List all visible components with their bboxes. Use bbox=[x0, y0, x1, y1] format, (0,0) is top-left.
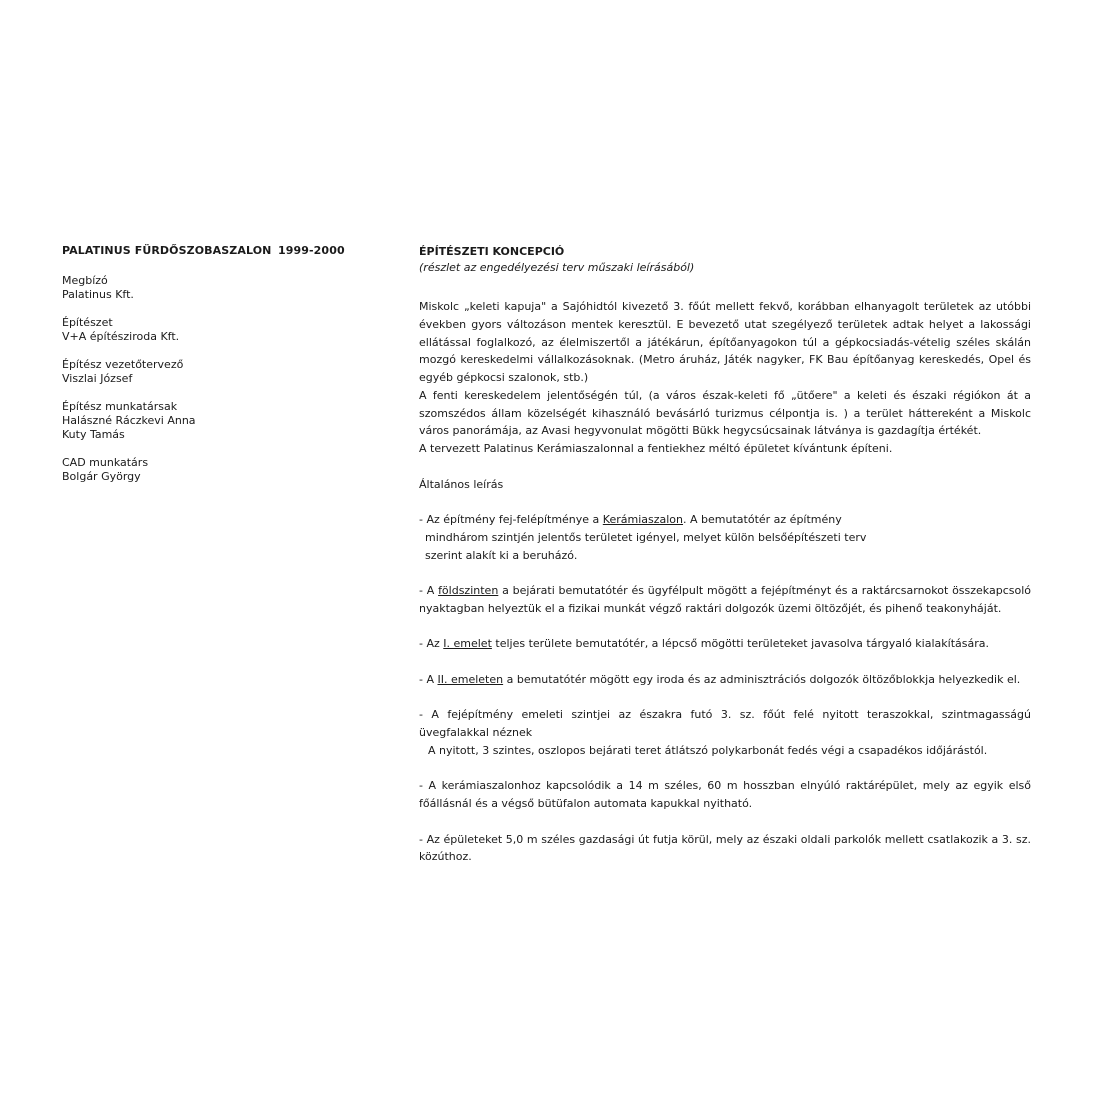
list-item: - A II. emeleten a bemutatótér mögött egy iroda és az adminisztrációs dolgozók öltözőblokkja helyezkedik el. bbox=[419, 672, 1021, 686]
project-info bbox=[62, 244, 392, 498]
credit-group bbox=[62, 358, 392, 386]
credit-group bbox=[62, 400, 392, 442]
link-keramiaszalon[interactable]: Kerámiaszalon bbox=[602, 513, 684, 526]
credit-name: V+A építésziroda Kft. bbox=[62, 330, 180, 343]
credit-group bbox=[62, 316, 392, 344]
concept-title: ÉPÍTÉSZETI KONCEPCIÓ bbox=[419, 245, 565, 258]
credit-name: Palatinus Kft. bbox=[62, 288, 134, 301]
credit-role: Megbízó bbox=[62, 274, 108, 287]
credit-name: Viszlai József bbox=[62, 372, 133, 385]
project-years: 1999-2000 bbox=[278, 244, 345, 257]
list-item-line: mindhárom szintjén jelentős területet igényel, melyet külön belsőépítészeti terv bbox=[425, 530, 867, 544]
list-item: - A földszinten a bejárati bemutatótér és ügyfélpult mögött a fejépítményt és a raktárcsarnokot összekapcsoló nyaktagban helyeztük el a fizikai munkát végző raktári dolgozók üzemi öltözőjét, és pihenő teakonyháját. bbox=[419, 584, 1031, 615]
credit-role: CAD munkatárs bbox=[62, 456, 149, 469]
credits-list bbox=[62, 274, 392, 484]
credit-group bbox=[62, 274, 392, 302]
credit-role: Építész vezetőtervező bbox=[62, 358, 184, 371]
link-foldszinten[interactable]: földszinten bbox=[438, 584, 499, 597]
paragraph: A tervezett Palatinus Kerámiaszalonnal a fentiekhez méltó épületet kívántunk építeni. bbox=[419, 442, 893, 455]
credit-group bbox=[62, 456, 392, 484]
list-item-line: - Az építmény fej-felépítménye a Kerámiaszalon. A bemutatótér az építmény bbox=[419, 513, 842, 526]
list-item: - Az I. emelet teljes területe bemutatótér, a lépcső mögötti területeket javasolva tárgyaló kialakítására. bbox=[419, 637, 989, 651]
list-item bbox=[419, 511, 1031, 564]
paragraph: Miskolc „keleti kapuja" a Sajóhidtól kivezető 3. főút mellett fekvő, korábban elhanyagolt területek az utóbbi években gyors változáson mentek keresztül. E bevezető utat szegélyező területek adtak helyet a lakossági ellátással foglalkozó, az élelmiszertől a játékárun, építőanyagokon túl a gépkocsiadás-vételig széles skálán mozgó kereskedelmi vállalkozásoknak. (Metro áruház, Játék nagyker, FK Bau építőanyag kereskedés, Opel és egyéb gépkocsi szalonok, stb.) bbox=[419, 300, 1031, 384]
credit-role: Építészet bbox=[62, 316, 113, 329]
list-item-line: szerint alakít ki a beruházó. bbox=[425, 548, 578, 562]
list-item: - Az épületeket 5,0 m széles gazdasági út futja körül, mely az északi oldali parkolók mellett csatlakozik a 3. sz. közúthoz. bbox=[419, 832, 1031, 864]
list-item: - A kerámiaszalonhoz kapcsolódik a 14 m széles, 60 m hosszban elnyúló raktárépület, mely az egyik első főállásnál és a végső bütüfalon automata kapukkal nyitható. bbox=[419, 779, 1031, 810]
credit-name: Kuty Tamás bbox=[62, 428, 125, 441]
general-heading: Általános leírás bbox=[419, 477, 504, 491]
credit-role: Építész munkatársak bbox=[62, 400, 178, 413]
concept-body bbox=[419, 298, 1031, 866]
link-i-emelet[interactable]: I. emelet bbox=[443, 637, 492, 651]
project-title: PALATINUS FÜRDŐSZOBASZALON bbox=[62, 244, 272, 257]
list-item: - A fejépítmény emeleti szintjei az északra futó 3. sz. főút felé nyitott teraszokkal, szintmagasságú üvegfalakkal néznek bbox=[419, 708, 1031, 739]
credit-name: Halászné Ráczkevi Anna bbox=[62, 414, 196, 427]
concept-subtitle: (részlet az engedélyezési terv műszaki leírásából) bbox=[419, 261, 695, 274]
link-ii-emeleten[interactable]: II. emeleten bbox=[437, 672, 504, 686]
credit-name: Bolgár György bbox=[62, 470, 141, 483]
concept-section bbox=[419, 244, 1031, 866]
paragraph: A fenti kereskedelem jelentőségén túl, (a város észak-keleti fő „ütőere" a keleti és északi régiókon át a szomszédos állam közelségét kihasználó bevásárló turizmus célpontja is. ) a terület háttereként a Miskolc város panorámája, az Avasi hegyvonulat mögötti Bükk hegycsúcsainak látványa is gazdagítja értékét. bbox=[419, 388, 1031, 438]
project-header bbox=[62, 244, 392, 262]
list-item-continuation: A nyitott, 3 szintes, oszlopos bejárati teret átlátszó polykarbonát fedés végi a csapadékos időjárástól. bbox=[428, 743, 988, 757]
